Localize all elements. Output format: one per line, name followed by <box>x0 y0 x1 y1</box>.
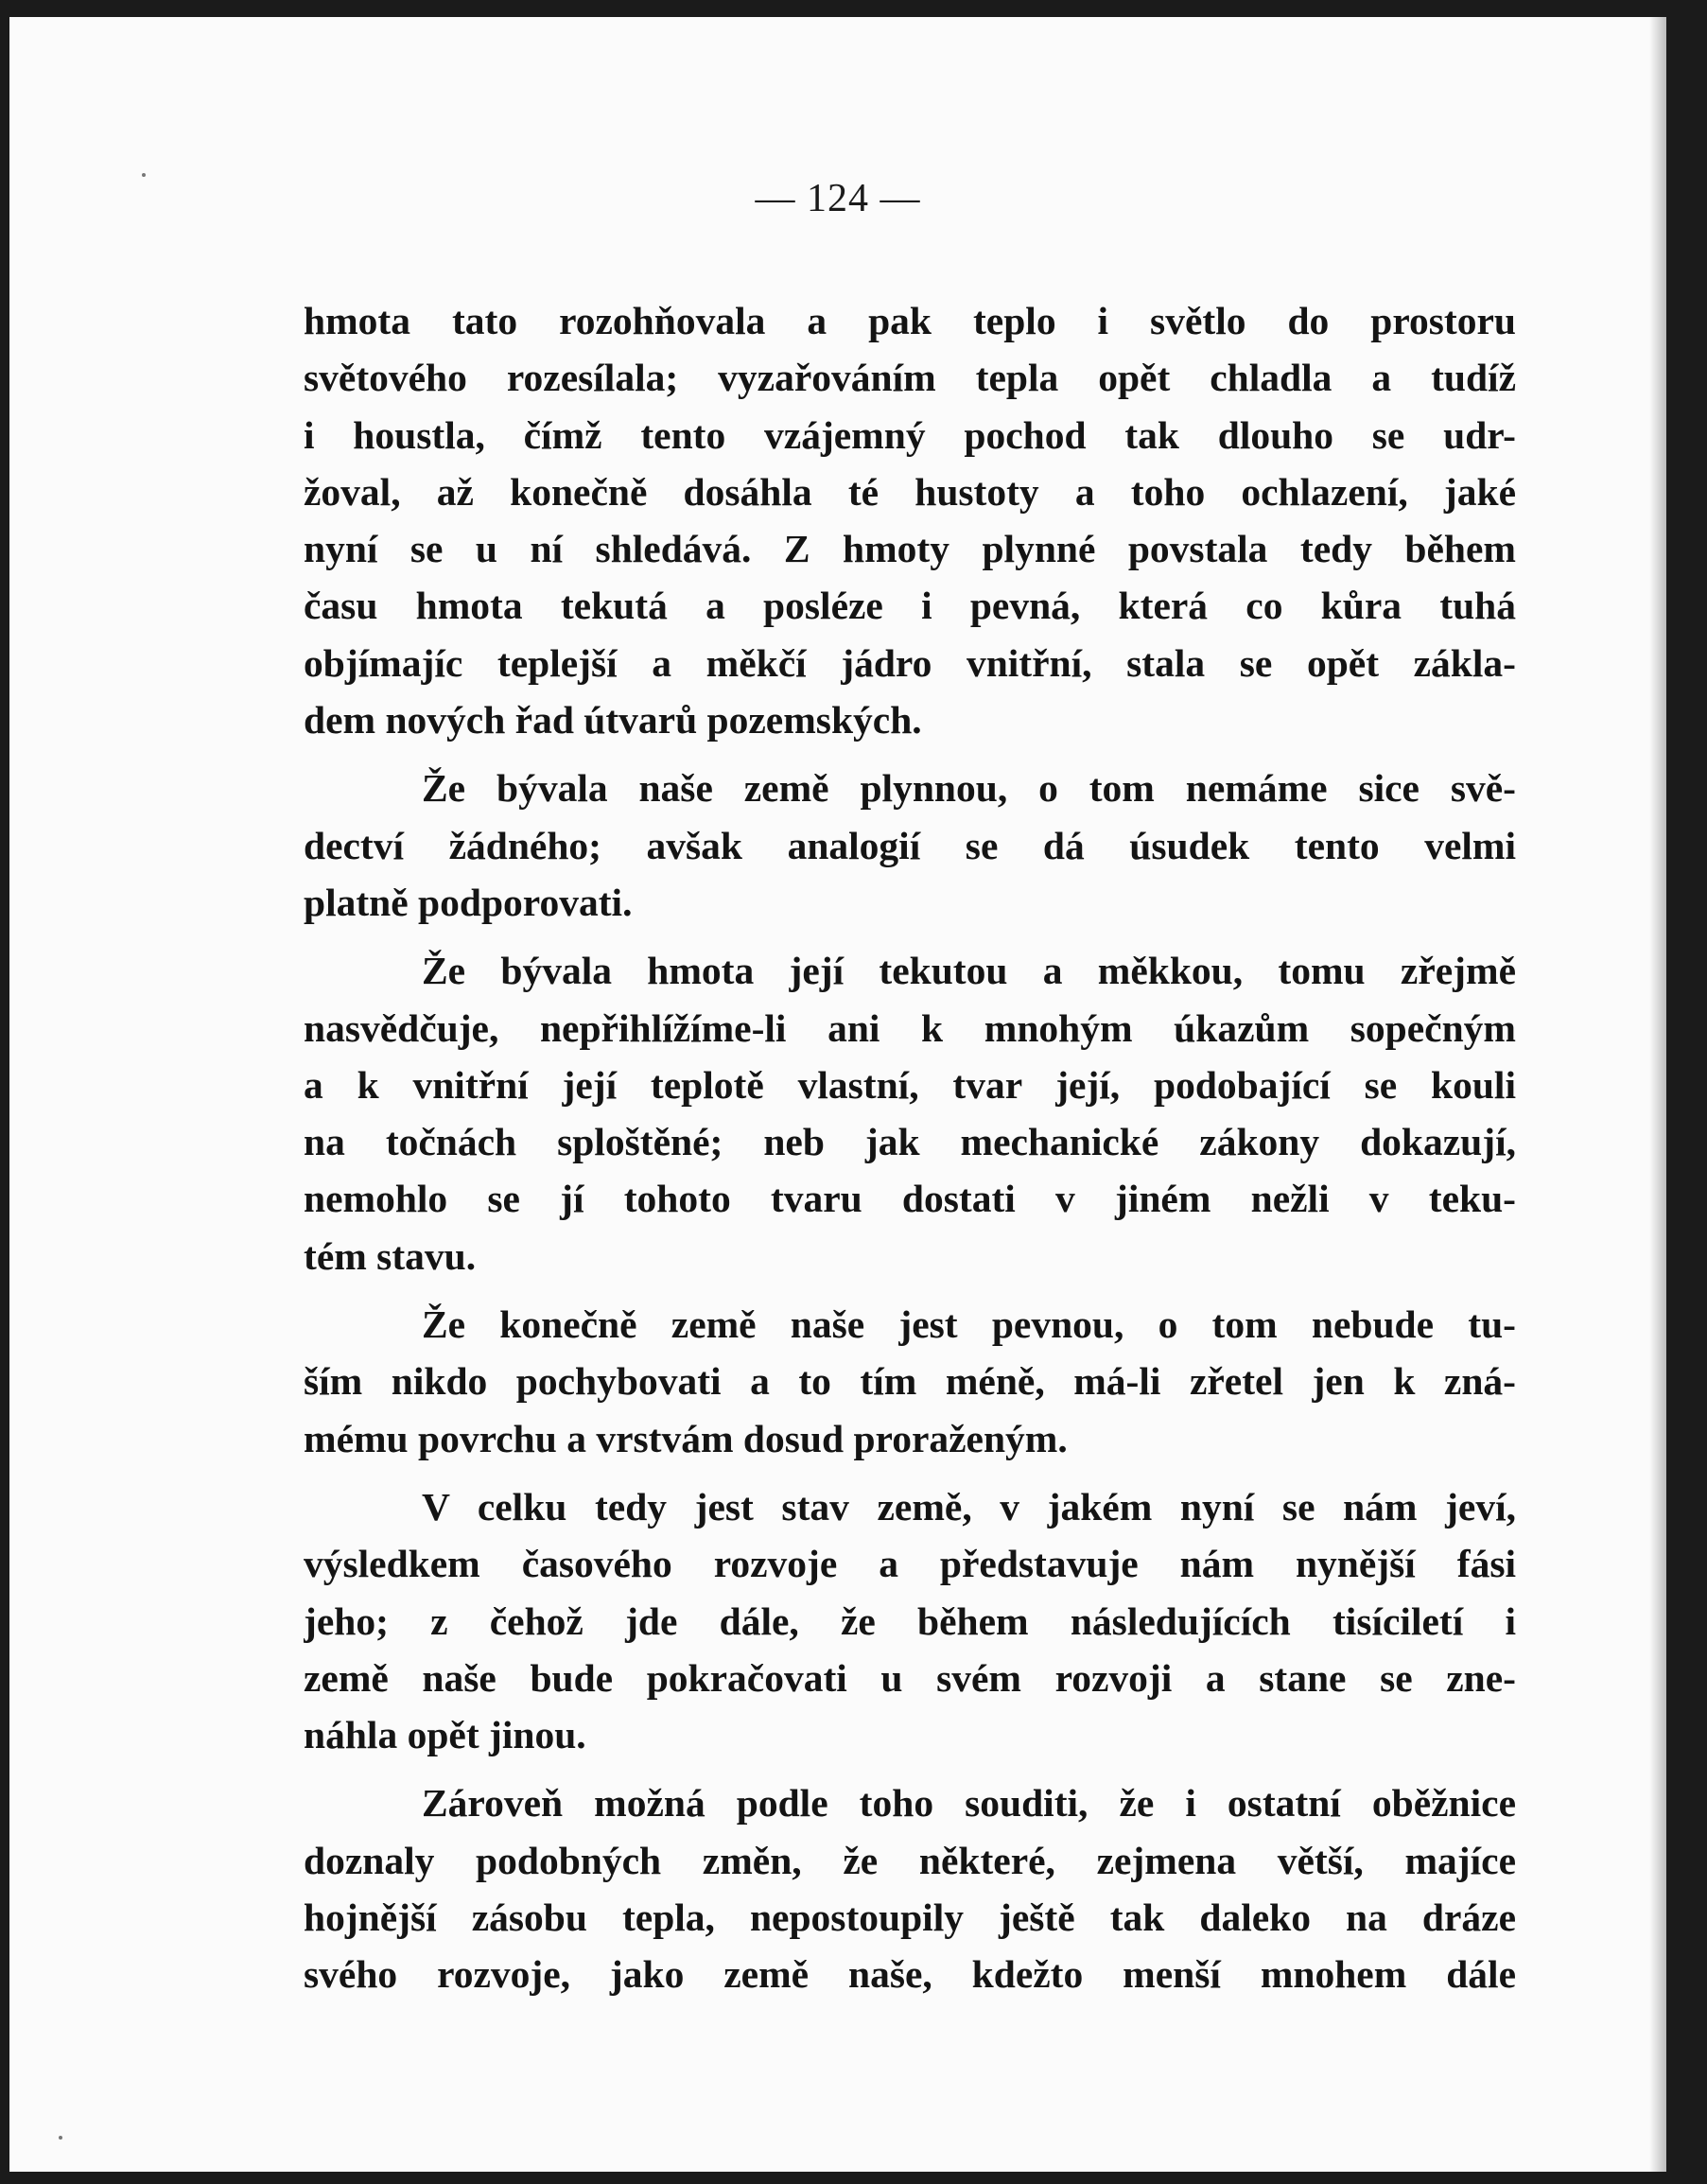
text-line: Že konečně země naše jest pevnou, o tom nebude tu- <box>422 1302 1516 1347</box>
text-line: Že bývala hmota její tekutou a měkkou, tomu zřejmě <box>422 949 1516 993</box>
paragraph-5 <box>304 1478 1516 1763</box>
page-edge-shadow <box>1649 17 1666 2172</box>
paragraph-4 <box>304 1296 1516 1467</box>
text-line: jeho; z čehož jde dále, že během následujících tisíciletí i <box>304 1599 1516 1643</box>
text-line: i houstla, čímž tento vzájemný pochod tak dlouho se udr- <box>304 412 1516 457</box>
text-line: dem nových řad útvarů pozemských. <box>304 698 922 743</box>
text-line: tém stavu. <box>304 1233 477 1278</box>
text-line: času hmota tekutá a posléze i pevná, která co kůra tuhá <box>304 584 1516 628</box>
text-line: V celku tedy jest stav země, v jakém nyní se nám jeví, <box>422 1484 1516 1529</box>
text-line: Zároveň možná podle toho souditi, že i ostatní oběžnice <box>422 1781 1516 1826</box>
paragraph-1 <box>304 292 1516 748</box>
text-line: Že bývala naše země plynnou, o tom nemáme sice svě- <box>422 766 1516 811</box>
text-line: hojnější zásobu tepla, nepostoupily ještě tak daleko na dráze <box>304 1896 1516 1940</box>
page-number: — 124 — <box>755 177 921 220</box>
text-line: na točnách sploštěné; neb jak mechanické zákony dokazují, <box>304 1120 1516 1164</box>
text-line: platně podporovati. <box>304 880 633 924</box>
text-line: dectví žádného; avšak analogií se dá úsudek tento velmi <box>304 823 1516 867</box>
text-line: nasvědčuje, nepřihlížíme-li ani k mnohým úkazům sopečným <box>304 1005 1516 1050</box>
book-page <box>9 17 1666 2172</box>
text-line: ším nikdo pochybovati a to tím méně, má-li zřetel jen k zná- <box>304 1359 1516 1404</box>
text-line: objímajíc teplejší a měkčí jádro vnitřní, stala se opět zákla- <box>304 640 1516 685</box>
text-line: a k vnitřní její teplotě vlastní, tvar její, podobající se kouli <box>304 1062 1516 1107</box>
text-line: výsledkem časového rozvoje a představuje nám nynější fási <box>304 1542 1516 1586</box>
text-line: žoval, až konečně dosáhla té hustoty a toho ochlazení, jaké <box>304 469 1516 514</box>
paragraph-2 <box>304 760 1516 931</box>
paragraph-6 <box>304 1774 1516 2002</box>
text-line: země naše bude pokračovati u svém rozvoji a stane se zne- <box>304 1655 1516 1700</box>
text-line: náhla opět jinou. <box>304 1713 586 1757</box>
text-line: hmota tato rozohňovala a pak teplo i světlo do prostoru <box>304 299 1516 342</box>
text-line: nemohlo se jí tohoto tvaru dostati v jiném nežli v teku- <box>304 1177 1516 1221</box>
body-text <box>304 292 1516 2015</box>
text-line: doznaly podobných změn, že některé, zejmena větší, majíce <box>304 1838 1516 1882</box>
text-line: nyní se u ní shledává. Z hmoty plynné povstala tedy během <box>304 527 1516 571</box>
scan-speck <box>59 2136 62 2140</box>
text-line: svého rozvoje, jako země naše, kdežto menší mnohem dále <box>304 1952 1516 1997</box>
text-line: mému povrchu a vrstvám dosud proraženým. <box>304 1416 1068 1460</box>
paragraph-3 <box>304 942 1516 1284</box>
text-line: světového rozesílala; vyzařováním tepla opět chladla a tudíž <box>304 356 1516 400</box>
